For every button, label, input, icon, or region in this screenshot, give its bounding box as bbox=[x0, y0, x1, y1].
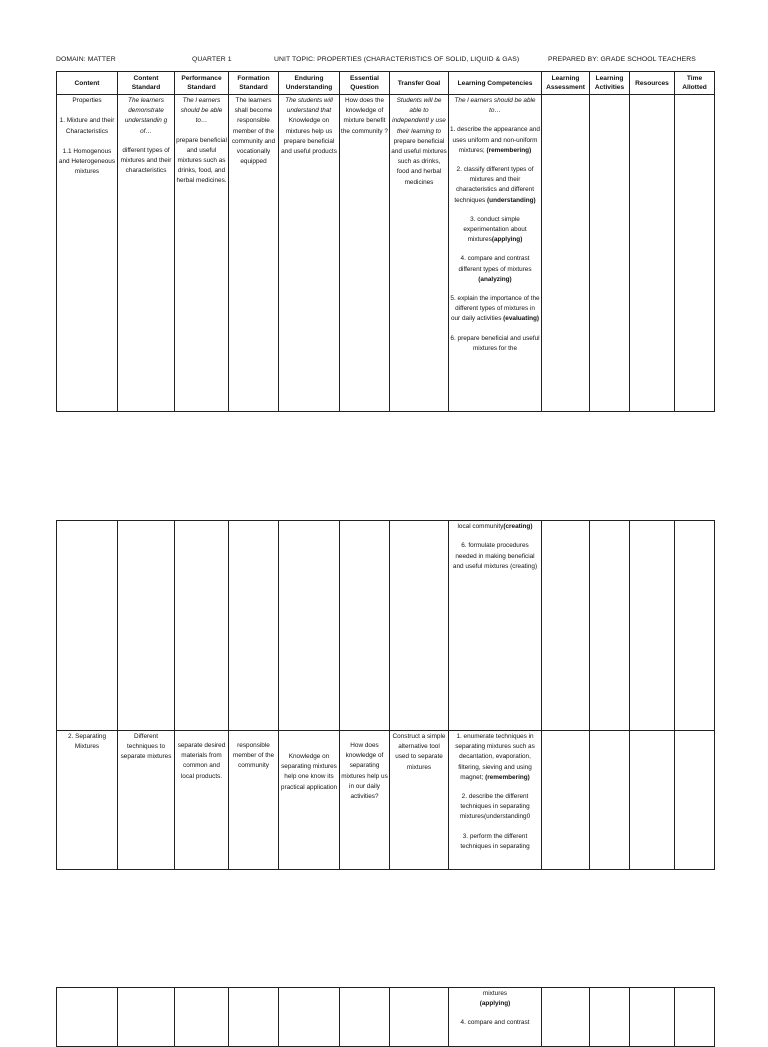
learning-competencies-cell bbox=[449, 988, 542, 1047]
col-header-resources: Resources bbox=[630, 72, 675, 95]
formation-standard-cell bbox=[229, 95, 279, 412]
performance-standard-cell bbox=[175, 731, 229, 870]
domain-label: DOMAIN: MATTER bbox=[56, 56, 116, 63]
learning-assessment-cell bbox=[542, 95, 590, 412]
enduring-text: Knowledge on separating mixtures help one know its practical application bbox=[280, 753, 338, 791]
content-standard-intro: The learners demonstrate understandin g of… bbox=[124, 97, 168, 135]
transfer-goal-cell: Construct a simple alternative tool used to separate mixtures bbox=[390, 731, 449, 870]
learning-competencies-cell bbox=[449, 521, 542, 731]
col-header-time-allotted: Time Allotted bbox=[675, 72, 715, 95]
content-standard-cell: Different techniques to separate mixtures bbox=[118, 731, 175, 870]
enduring-understanding-cell bbox=[279, 95, 340, 412]
competencies-intro: The l earners should be able to… bbox=[454, 97, 536, 115]
competency-item: 5. explain the importance of the different types of mixtures in our daily activities (evaluating) bbox=[450, 295, 540, 323]
enduring-text: Knowledge on mixtures help us prepare beneficial and useful products bbox=[281, 117, 337, 156]
competency-item: local community(creating) bbox=[457, 523, 533, 530]
competency-item: 3. perform the different techniques in separating bbox=[460, 832, 530, 850]
competency-item: 4. compare and contrast different types of mixtures (analyzing) bbox=[458, 255, 532, 283]
formation-text: responsible member of the community bbox=[232, 742, 275, 770]
col-header-learning-competencies: Learning Competencies bbox=[449, 72, 542, 95]
performance-intro: The l earners should be able to… bbox=[180, 97, 223, 125]
resources-cell bbox=[630, 95, 675, 412]
essential-question-cell bbox=[340, 731, 390, 870]
competency-item: mixtures bbox=[482, 990, 508, 997]
competency-item: 2. describe the different techniques in separating mixtures(understanding0 bbox=[459, 793, 531, 821]
table-header-row bbox=[57, 72, 715, 95]
formation-standard-cell bbox=[229, 731, 279, 870]
col-header-learning-activities: Learning Activities bbox=[590, 72, 630, 95]
performance-standard-cell bbox=[175, 95, 229, 412]
competency-item: 1. describe the appearance and uses uniform and non-uniform mixtures; (remembering) bbox=[450, 126, 540, 154]
content-standard-cell bbox=[118, 95, 175, 412]
table-row bbox=[57, 95, 715, 412]
col-header-learning-assessment: Learning Assessment bbox=[542, 72, 590, 95]
content-standard-text: different types of mixtures and their characteristics bbox=[120, 146, 172, 175]
learning-competencies-cell bbox=[449, 95, 542, 412]
transfer-text: prepare beneficial and useful mixtures such as drinks, food and herbal medicines bbox=[391, 137, 447, 186]
enduring-understanding-cell bbox=[279, 731, 340, 870]
curriculum-table-page-3 bbox=[56, 987, 715, 1047]
col-header-content: Content bbox=[57, 72, 118, 95]
content-cell: 2. Separating Mixtures bbox=[57, 731, 118, 870]
competency-item: 2. classify different types of mixtures and their characteristics and different techniques (understanding) bbox=[454, 166, 536, 204]
competency-item: 6. prepare beneficial and useful mixtures for the bbox=[450, 334, 540, 352]
content-cell: Properties 1. Mixture and their Characteristics 1.1 Homogenous and Heterogeneous mixtures bbox=[57, 95, 118, 412]
col-header-enduring-understanding: Enduring Understanding bbox=[279, 72, 340, 95]
col-header-formation-standard: Formation Standard bbox=[229, 72, 279, 95]
performance-text: prepare beneficial and useful mixtures such as drinks, food, and herbal medicines. bbox=[176, 136, 227, 185]
unit-topic-label: UNIT TOPIC: PROPERTIES (CHARACTERISTICS OF SOLID, LIQUID & GAS) bbox=[274, 56, 520, 63]
learning-competencies-cell bbox=[449, 731, 542, 870]
performance-text: separate desired materials from common and local products. bbox=[177, 742, 226, 780]
table-row bbox=[57, 731, 715, 870]
table-row bbox=[57, 521, 715, 731]
col-header-essential-question: Essential Question bbox=[340, 72, 390, 95]
time-allotted-cell bbox=[675, 95, 715, 412]
col-header-content-standard: Content Standard bbox=[118, 72, 175, 95]
competency-item: 1. enumerate techniques in separating mixtures such as decantation, evaporation, filtering, sieving and using magnet; (remembering) bbox=[455, 733, 535, 781]
essential-question-cell: How does the knowledge of mixture benefit the community ? bbox=[340, 95, 390, 412]
competency-item: 4. compare and contrast bbox=[460, 1019, 530, 1027]
col-header-performance-standard: Performance Standard bbox=[175, 72, 229, 95]
curriculum-table-page-2 bbox=[56, 520, 715, 870]
curriculum-table-page-1 bbox=[56, 71, 715, 412]
competency-item: 3. conduct simple experimentation about mixtures(applying) bbox=[463, 215, 527, 244]
learning-activities-cell bbox=[590, 95, 630, 412]
prepared-by-label: PREPARED BY: GRADE SCHOOL TEACHERS bbox=[548, 56, 696, 63]
competency-tag: (applying) bbox=[479, 1000, 511, 1008]
table-row bbox=[57, 988, 715, 1047]
competency-item: 6. formulate procedures needed in making beneficial and useful mixtures (creating) bbox=[452, 542, 538, 571]
transfer-goal-cell bbox=[390, 95, 449, 412]
essential-text: How does knowledge of separating mixtures help us in our daily activities? bbox=[341, 742, 388, 801]
enduring-intro: The students will understand that bbox=[285, 97, 333, 115]
document-header bbox=[56, 56, 716, 68]
col-header-transfer-goal: Transfer Goal bbox=[390, 72, 449, 95]
quarter-label: QUARTER 1 bbox=[192, 56, 232, 63]
transfer-intro: Students will be able to independentl y use their learning to bbox=[392, 97, 446, 135]
formation-text: The learners shall become responsible member of the community and vocationally equipped bbox=[231, 97, 276, 166]
